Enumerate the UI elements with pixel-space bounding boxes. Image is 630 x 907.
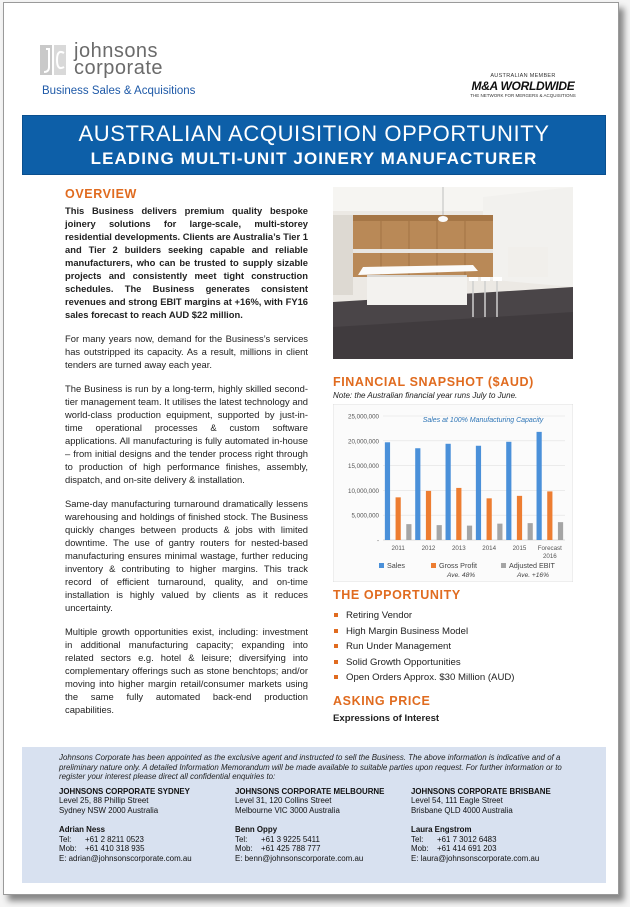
email-link[interactable]: benn@johnsonscorporate.com.au	[244, 853, 364, 863]
bar-sales	[506, 442, 511, 540]
office-name: JOHNSONS CORPORATE SYDNEY	[59, 786, 190, 796]
legend-swatch	[501, 563, 506, 568]
office-address-2: Sydney NSW 2000 Australia	[59, 805, 159, 815]
bar-adjusted-ebit	[406, 524, 411, 540]
chart-title: Sales at 100% Manufacturing Capacity	[422, 417, 544, 424]
disclaimer-text: Johnsons Corporate has been appointed as the exclusive agent and instructed to sell the Business. The above information is indicative and of a preliminary nature only. A detailed Information Memorandum will be made available to suitable parties upon request. For further information or to register your interest please direct all confidential enquiries to:	[59, 753, 562, 781]
office-address-1: Level 25, 88 Phillip Street	[59, 796, 149, 805]
tel-label: Tel:	[411, 834, 424, 844]
x-tick-label: 2016	[542, 553, 557, 560]
tel-label: Tel:	[235, 834, 248, 844]
tel-link[interactable]: +61 7 3012 6483	[437, 834, 497, 844]
member-label: AUSTRALIAN MEMBER	[490, 73, 556, 79]
mna-logo: M&A WORLDWIDE	[471, 79, 575, 93]
bar-adjusted-ebit	[528, 523, 533, 540]
office-name: JOHNSONS CORPORATE MELBOURNE	[235, 786, 385, 796]
bar-adjusted-ebit	[497, 524, 502, 540]
y-tick-label: 10,000,000	[348, 487, 379, 495]
tel-label: Tel:	[59, 834, 72, 844]
logo-mark-icon	[40, 45, 68, 75]
overview-paragraph-3: Same-day manufacturing turnaround dramatically lessens warehousing and holdings of finished stock. The Business quickly changes between products & jobs with limited downtime. The use of gantry routers for nested-based manufacturing ensures minimal wastage, further reducing inventory & contributing to higher margins. This track record of efficient turnaround, quality, and on-time installation is highly valued by clients as it reduces uncertainty.	[65, 498, 308, 613]
legend-swatch	[431, 563, 436, 568]
kitchen-image	[333, 187, 573, 359]
office-address-1: Level 31, 120 Collins Street	[235, 796, 332, 805]
overview-paragraph-1: For many years now, demand for the Business’s services has outstripped its capacity. As a result, millions in client tenders are turned away each year.	[65, 333, 308, 370]
mna-tagline: THE NETWORK FOR MERGERS & ACQUISITIONS	[470, 93, 576, 98]
y-tick-label: 5,000,000	[351, 512, 379, 520]
overview-heading: OVERVIEW	[65, 187, 137, 201]
legend-label: Sales	[387, 561, 405, 570]
kitchen-photo	[333, 187, 573, 359]
opportunity-heading: THE OPPORTUNITY	[333, 588, 461, 602]
list-item	[333, 655, 573, 671]
bar-sales	[385, 442, 390, 540]
email-label: E:	[411, 853, 419, 863]
office-sydney	[59, 787, 239, 864]
legend-label: Gross Profit	[439, 561, 477, 570]
overview-paragraph-2: The Business is run by a long-term, highly skilled second-tier management team. It utilises the latest technology and world-class production equipment, supported by just-in-time operational processes & custom software applications. All manufacturing is fully automated in-house – from initial designs and the tender process right through to production of high performance finishes, assembly, dispatch, and on-site delivery & installation.	[65, 383, 308, 485]
asking-price-heading: ASKING PRICE	[333, 693, 431, 708]
financial-heading: FINANCIAL SNAPSHOT ($AUD)	[333, 375, 534, 389]
contact-footer	[22, 747, 606, 883]
logo-line-johnsons: johnsons	[74, 40, 159, 62]
contact-name: Benn Oppy	[235, 825, 278, 834]
opportunity-item-1: Retiring Vendor	[346, 610, 413, 621]
bar-gross-profit	[456, 488, 461, 540]
opportunity-list	[333, 608, 573, 686]
mna-worldwide-badge[interactable]	[448, 73, 598, 98]
email-label: E:	[235, 853, 243, 863]
bullet-icon	[334, 644, 338, 648]
contact-name: Adrian Ness	[59, 825, 106, 834]
x-tick-label: 2015	[512, 545, 527, 552]
asking-price-value: Expressions of Interest	[333, 712, 440, 724]
opportunity-item-2: High Margin Business Model	[346, 625, 469, 637]
bar-sales	[537, 432, 542, 540]
bar-adjusted-ebit	[558, 522, 563, 540]
bar-gross-profit	[426, 491, 431, 540]
x-tick-label: 2011	[391, 545, 405, 552]
logo-line-corporate: corporate	[74, 57, 163, 79]
email-link[interactable]: adrian@johnsonscorporate.com.au	[68, 853, 192, 863]
tel-link[interactable]: +61 3 9225 5411	[261, 834, 320, 844]
banner-title: AUSTRALIAN ACQUISITION OPPORTUNITY	[78, 121, 550, 146]
overview-intro: This Business delivers premium quality bespoke joinery solutions for large-scale, multi-storey residential developments. Clients are Australia’s Tier 1 and Tier 2 builders seeking capable and reliable manufacturers, who can be trusted to supply sizable projects and consistently meet tight construction schedules. The Business generates consistent revenues and strong EBIT margins at +16%, with FY16 sales forecast to reach AUD $22 million.	[65, 205, 308, 320]
bar-gross-profit	[547, 491, 552, 540]
mob-link[interactable]: +61 410 318 935	[85, 844, 145, 853]
overview-paragraph-4: Multiple growth opportunities exist, including: investment in additional manufacturing capacity; expanding into related sectors e.g. hotel & leisure; diversifying into complementary offerings such as stone benchtops; and/or moving into higher margin retail/consumer markets using the same fully automated back-end production capabilities.	[65, 626, 308, 715]
financial-note: Note: the Australian financial year runs July to June.	[333, 391, 518, 400]
mob-link[interactable]: +61 414 691 203	[437, 844, 497, 853]
list-item	[333, 624, 573, 640]
bar-adjusted-ebit	[437, 525, 442, 540]
banner-subtitle: LEADING MULTI-UNIT JOINERY MANUFACTURER	[90, 149, 538, 168]
bar-gross-profit	[487, 498, 492, 540]
office-name: JOHNSONS CORPORATE BRISBANE	[411, 786, 551, 796]
x-tick-label: Forecast	[537, 545, 562, 552]
office-address-1: Level 54, 111 Eagle Street	[411, 796, 503, 805]
mob-link[interactable]: +61 425 788 777	[261, 844, 321, 853]
bullet-icon	[334, 629, 338, 633]
bullet-icon	[334, 675, 338, 679]
financial-chart	[333, 404, 573, 582]
legend-note: Ave. +16%	[517, 572, 549, 579]
overview-column	[65, 187, 308, 716]
office-address-2: Brisbane QLD 4000 Australia	[411, 805, 513, 815]
list-item	[333, 608, 573, 624]
bar-chart	[333, 404, 573, 582]
y-tick-label: 15,000,000	[348, 463, 379, 471]
opportunity-item-3: Run Under Management	[346, 641, 452, 652]
contact-name: Laura Engstrom	[411, 825, 472, 834]
bar-gross-profit	[396, 497, 401, 540]
logo-tagline: Business Sales & Acquisitions	[42, 85, 196, 97]
bar-sales	[476, 446, 481, 540]
bullet-icon	[334, 613, 338, 617]
y-tick-label: 20,000,000	[348, 438, 379, 446]
x-tick-label: 2013	[451, 545, 466, 552]
opportunity-item-5: Open Orders Approx. $30 Million (AUD)	[346, 672, 515, 683]
bar-gross-profit	[517, 496, 522, 540]
mob-label: Mob:	[235, 844, 253, 853]
office-address-2: Melbourne VIC 3000 Australia	[235, 805, 340, 815]
office-melbourne	[235, 787, 415, 864]
bar-sales	[446, 444, 451, 540]
email-link[interactable]: laura@johnsonscorporate.com.au	[420, 853, 540, 863]
y-tick-label: 25,000,000	[348, 413, 379, 421]
email-label: E:	[59, 853, 67, 863]
document-page	[3, 2, 619, 895]
mob-label: Mob:	[411, 844, 429, 853]
details-column	[333, 187, 573, 724]
x-tick-label: 2014	[482, 545, 497, 552]
legend-note: Ave. 48%	[447, 572, 476, 579]
y-tick-label: -	[376, 537, 379, 545]
bullet-icon	[334, 660, 338, 664]
mob-label: Mob:	[59, 844, 77, 853]
legend-label: Adjusted EBIT	[509, 561, 555, 570]
title-banner	[22, 115, 606, 175]
tel-link[interactable]: +61 2 8211 0523	[85, 834, 144, 844]
x-tick-label: 2012	[421, 545, 436, 552]
bar-adjusted-ebit	[467, 526, 472, 540]
opportunity-item-4: Solid Growth Opportunities	[346, 656, 461, 668]
office-brisbane	[411, 787, 591, 864]
bar-sales	[415, 448, 420, 540]
list-item	[333, 670, 573, 686]
list-item	[333, 639, 573, 655]
legend-swatch	[379, 563, 384, 568]
